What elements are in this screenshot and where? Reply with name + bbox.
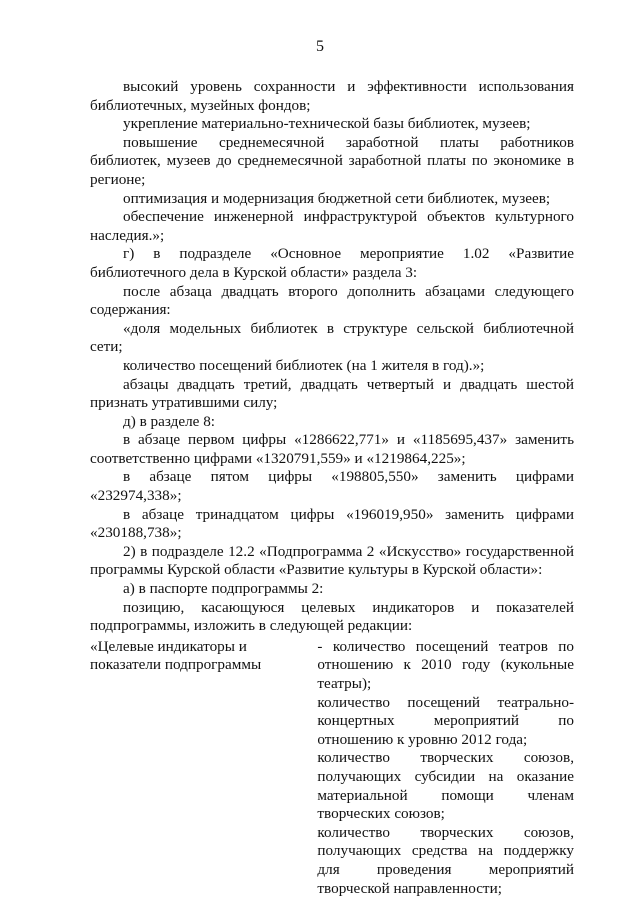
paragraph: «доля модельных библиотек в структуре сельской библиотечной сети; xyxy=(90,319,574,356)
table-left-text: «Целевые индикаторы и показатели подпрограммы xyxy=(90,637,262,674)
paragraph: оптимизация и модернизация бюджетной сети библиотек, музеев; xyxy=(123,189,551,207)
paragraph: д) в разделе 8: xyxy=(123,412,216,430)
paragraph: позицию, касающуюся целевых индикаторов и показателей подпрограммы, изложить в следующей редакции: xyxy=(90,598,574,635)
table-left-cell xyxy=(90,638,317,898)
paragraph: в абзаце первом цифры «1286622,771» и «1185695,437» заменить соответственно цифрами «1320791,559» и «1219864,225»; xyxy=(90,431,574,467)
table-right-cell xyxy=(317,638,574,898)
indicators-table xyxy=(90,638,574,898)
indicator-item: количество посещений театрально-концертных мероприятий по отношению к уровню 2012 года; xyxy=(317,693,574,748)
paragraph: высокий уровень сохранности и эффективности использования библиотечных, музейных фондов; xyxy=(90,78,574,114)
indicator-item: количество творческих союзов, получающих средства на поддержку для проведения мероприятий творческой направленности; xyxy=(317,823,574,897)
paragraph: г) в подразделе «Основное мероприятие 1.02 «Развитие библиотечного дела в Курской области» раздела 3: xyxy=(90,245,574,281)
indicator-item: количество творческих союзов, получающих субсидии на оказание материальной помощи членам творческих союзов; xyxy=(317,749,574,823)
paragraph: абзацы двадцать третий, двадцать четвертый и двадцать шестой признать утратившими силу; xyxy=(90,375,574,412)
paragraph: в абзаце пятом цифры «198805,550» заменить цифрами «232974,338»; xyxy=(90,468,574,505)
paragraph: количество посещений библиотек (на 1 жителя в год).»; xyxy=(123,356,485,374)
page-number: 5 xyxy=(316,38,324,55)
paragraph: повышение среднемесячной заработной платы работников библиотек, музеев до среднемесячной заработной платы по экономике в регионе; xyxy=(90,133,574,188)
paragraph: после абзаца двадцать второго дополнить абзацами следующего содержания: xyxy=(90,282,574,319)
paragraph: а) в паспорте подпрограммы 2: xyxy=(123,580,324,598)
paragraph: 2) в подразделе 12.2 «Подпрограмма 2 «Искусство» государственной программы Курской области «Развитие культуры в Курской области»: xyxy=(90,542,574,579)
paragraph: укрепление материально-технической базы библиотек, музеев; xyxy=(123,115,531,133)
paragraph: в абзаце тринадцатом цифры «196019,950» заменить цифрами «230188,738»; xyxy=(90,505,574,542)
document-body xyxy=(90,78,574,898)
paragraph: обеспечение инженерной инфраструктурой объектов культурного наследия.»; xyxy=(90,208,574,244)
indicator-item: - количество посещений театров по отношению к 2010 году (кукольные театры); xyxy=(317,637,574,692)
